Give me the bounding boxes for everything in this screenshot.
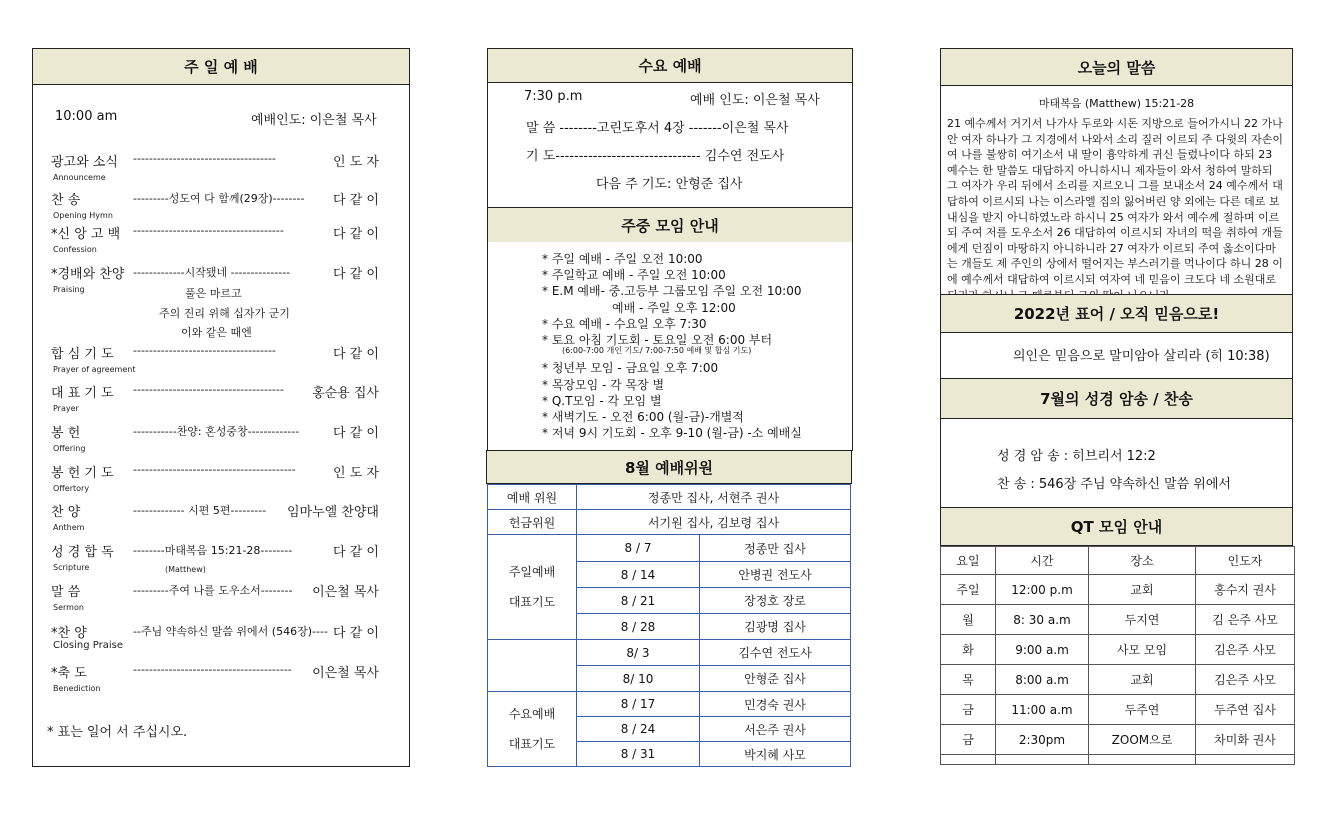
wednesday-prayer-label — [488, 692, 577, 767]
weekly-meeting-item: 예배 - 주일 오후 12:00 — [612, 300, 736, 315]
order-item-detail: ------------------------------------ — [133, 152, 276, 165]
order-item-title: 성 경 합 독 — [51, 545, 114, 560]
order-item-english: Praising — [53, 285, 85, 294]
standing-note: * 표는 일어 서 주십시오. — [47, 725, 188, 740]
wednesday-prayer-label-2: 대표기도 — [508, 737, 556, 751]
qt-title: QT 모임 안내 — [940, 507, 1293, 546]
order-item-english: Offering — [53, 444, 86, 453]
weekly-meeting-item: (6:00-7:00 개인 기도/ 7:00-7:50 예배 및 합심 기도) — [562, 346, 752, 356]
table-cell-name: 서은주 권사 — [700, 717, 851, 742]
qt-row — [941, 665, 1295, 695]
weekly-meeting-item: * 청년부 모임 - 금요일 오후 7:00 — [542, 361, 719, 376]
order-item-title: 말 씀 — [51, 585, 81, 600]
scripture-reference: 마태복음 (Matthew) 15:21-28 — [1038, 97, 1195, 110]
qt-header-leader: 인도자 — [1196, 547, 1295, 575]
sunday-worship-panel — [32, 48, 410, 767]
weekly-meetings-panel — [487, 207, 853, 451]
weekly-meeting-item: * 주일 예배 - 주일 오전 10:00 — [542, 252, 703, 266]
order-item-detail: --------마태복음 15:21-28-------- — [133, 544, 293, 557]
sunday-prayer-label-2: 대표기도 — [508, 595, 556, 609]
table-cell-name: 박지혜 사모 — [700, 742, 851, 767]
qt-row — [941, 605, 1295, 635]
motto-text: 의인은 믿음으로 말미암아 살리라 (히 10:38) — [1013, 349, 1270, 364]
august-staff-table — [487, 484, 851, 767]
qt-row — [941, 635, 1295, 665]
table-cell-date: 8 / 28 — [577, 614, 700, 640]
qt-cell: 두지연 — [1089, 605, 1196, 635]
qt-row — [941, 695, 1295, 725]
order-item-title: 찬 송 — [51, 193, 81, 208]
qt-cell: 김 은주 사모 — [1196, 605, 1295, 635]
order-item-detail: -------------------------------------- — [133, 383, 284, 396]
sunday-worship-title: 주 일 예 배 — [33, 49, 409, 85]
table-cell-name: 안병권 전도사 — [700, 562, 851, 588]
table-cell-date: 8 / 7 — [577, 535, 700, 562]
order-item-detail: -----------찬양: 혼성중창------------- — [133, 425, 300, 438]
order-item-person: 다 같 이 — [333, 347, 379, 362]
table-cell-name: 정종만 집사 — [700, 535, 851, 562]
memory-panel — [940, 378, 1293, 508]
table-cell-name: 김광명 집사 — [700, 614, 851, 640]
offering-label: 헌금위원 — [488, 510, 577, 535]
qt-table — [940, 546, 1295, 765]
qt-cell — [1089, 755, 1196, 765]
order-item-detail: ---------------------------------------- — [133, 663, 292, 676]
order-item-title: 찬 양 — [51, 505, 81, 520]
order-item-title: *경배와 찬양 — [51, 267, 125, 282]
order-item-person: 인 도 자 — [333, 155, 379, 170]
order-item-person: 임마누엘 찬양대 — [286, 505, 379, 520]
order-item-english: Scripture — [53, 563, 90, 572]
wednesday-leader: 예배 인도: 이은철 목사 — [690, 93, 820, 108]
weekly-meeting-item: * 저녁 9시 기도회 - 오후 9-10 (월-금) -소 예배실 — [542, 426, 802, 441]
table-cell-date: 8 / 14 — [577, 562, 700, 588]
qt-cell: 목 — [941, 665, 996, 695]
qt-cell: 11:00 a.m — [996, 695, 1089, 725]
todays-word-title: 오늘의 말씀 — [941, 49, 1292, 86]
table-cell-name: 안형준 집사 — [700, 666, 851, 692]
qt-cell: 두주연 — [1089, 695, 1196, 725]
wednesday-sermon: 말 씀 --------고린도후서 4장 -------이은철 목사 — [526, 121, 789, 136]
sunday-prayer-label-1: 주일예배 — [508, 565, 556, 579]
order-item-person: 다 같 이 — [333, 267, 379, 282]
todays-word-panel — [940, 48, 1293, 296]
weekly-meeting-item: * Q.T모임 - 각 모임 별 — [542, 393, 662, 408]
qt-header-day: 요일 — [941, 547, 996, 575]
wednesday-prayer: 기 도------------------------------- 김수연 전도사 — [526, 149, 785, 164]
table-cell-date: 8 / 31 — [577, 742, 700, 767]
weekly-meeting-item: * 수요 예배 - 수요일 오후 7:30 — [542, 316, 707, 331]
order-item-person: 다 같 이 — [333, 426, 379, 441]
scripture-text: 21 예수께서 거기서 나가사 두로와 시돈 지방으로 들어가시니 22 가나안 여자 하나가 그 지경에서 나와서 소리 질러 이르되 주 다윗의 자손이여 나를 불쌍히 여기소서 내 딸이 흉악하게 귀신 들렸나이다 하되 23 예수는 한 말씀도 대답하지 아니하시니 제자들이 와서 청하여 말하되 그 여자가 우리 뒤에서 소리를 지르오니 그를 보내소서 24 예수께서 대답하여 이르시되 나는 이스라엘 집의 잃어버린 양 외에는 다른 데로 보내심을 받지 아니하였노라 하시니 25 여자가 와서 예수께 절하며 이르되 주여 저를 도우소서 26 대답하여 이르시되 자녀의 떡을 취하여 개들에게 던짐이 마땅하지 아니하니라 27 여자가 이르되 주여 옳소이다마는 개들도 제 주인의 상에서 떨어지는 부스러기를 먹나이다 하니 28 이에 예수께서 대답하여 이르시되 여자여 네 믿음이 크도다 네 소원대로 — [947, 117, 1283, 286]
order-item-title: 합 심 기 도 — [51, 347, 114, 362]
august-staff-title: 8월 예배위원 — [486, 450, 852, 484]
order-item-person: 다 같 이 — [333, 227, 379, 242]
qt-cell — [941, 755, 996, 765]
weekly-meeting-item: * 토요 아침 기도회 - 토요일 오전 6:00 부터 — [542, 333, 773, 347]
order-item-english: Prayer — [53, 404, 79, 413]
qt-header-time: 시간 — [996, 547, 1089, 575]
order-item-detail: ---------성도여 다 함께(29장)-------- — [133, 192, 305, 205]
order-item-detail: --주님 약속하신 말씀 위에서 (546장)---- — [133, 625, 328, 638]
order-item-english: Anthem — [53, 523, 85, 532]
qt-row — [941, 575, 1295, 605]
order-item-detail: ------------------------------------ — [133, 344, 276, 357]
qt-cell: 월 — [941, 605, 996, 635]
order-item-detail: ------------- 시편 5편--------- — [133, 504, 267, 517]
order-item-english: Closing Praise — [53, 640, 123, 651]
order-item-english: Benediction — [53, 684, 101, 693]
weekly-meeting-item: * E.M 예배- 중.고등부 그룹모임 주일 오전 10:00 — [542, 284, 802, 299]
order-item-detail: -------------------------------------- — [133, 224, 284, 237]
praise-song-2: 주의 진리 위해 십자가 군기 — [159, 307, 290, 320]
motto-panel — [940, 294, 1293, 379]
order-item-person: 인 도 자 — [333, 466, 379, 481]
wednesday-worship-title: 수요 예배 — [488, 49, 852, 83]
qt-cell: 사모 모임 — [1089, 635, 1196, 665]
memory-verse: 성 경 암 송 : 히브리서 12:2 — [997, 449, 1156, 464]
weekly-meeting-item: * 주일학교 예배 - 주일 오전 10:00 — [542, 268, 726, 283]
qt-row — [941, 725, 1295, 755]
table-cell-date: 8 / 17 — [577, 692, 700, 717]
qt-cell: 금 — [941, 695, 996, 725]
order-item-english: Sermon — [53, 603, 84, 612]
weekly-meeting-item: * 목장모임 - 각 목장 별 — [542, 377, 665, 392]
qt-cell: 금 — [941, 725, 996, 755]
order-item-person: 이은철 목사 — [312, 666, 379, 681]
order-item-detail: ----------------------------------------- — [133, 463, 296, 476]
qt-cell: 주일 — [941, 575, 996, 605]
qt-cell: 12:00 p.m — [996, 575, 1089, 605]
order-item-english: Announceme — [53, 173, 106, 182]
qt-cell: 8:00 a.m — [996, 665, 1089, 695]
wednesday-time: 7:30 p.m — [524, 89, 583, 104]
motto-title: 2022년 표어 / 오직 믿음으로! — [941, 295, 1292, 333]
memory-hymn: 찬 송 : 546장 주님 약속하신 말씀 위에서 — [997, 477, 1231, 492]
table-cell-date: 8/ 3 — [577, 640, 700, 666]
qt-cell: 김은주 사모 — [1196, 665, 1295, 695]
qt-cell: 홍수지 권사 — [1196, 575, 1295, 605]
qt-cell: 화 — [941, 635, 996, 665]
weekly-meetings-title: 주중 모임 안내 — [488, 208, 852, 242]
sunday-leader: 예배인도: 이은철 목사 — [251, 113, 377, 128]
blank-label-cell — [488, 640, 577, 692]
qt-cell — [996, 755, 1089, 765]
wednesday-next-prayer: 다음 주 기도: 안형준 집사 — [596, 177, 743, 192]
table-cell-name: 민경숙 권사 — [700, 692, 851, 717]
praise-song-1: 풀은 마르고 — [185, 287, 242, 300]
order-item-english: Prayer of agreement — [53, 365, 136, 374]
order-item-person: 다 같 이 — [333, 545, 379, 560]
offering-members: 서기원 집사, 김보령 집사 — [577, 510, 851, 535]
worship-label: 예배 위원 — [488, 485, 577, 510]
table-cell-date: 8/ 10 — [577, 666, 700, 692]
order-item-detail: -------------시작됐네 --------------- — [133, 266, 291, 279]
order-item-person: 이은철 목사 — [312, 585, 379, 600]
order-item-title: 광고와 소식 — [51, 155, 118, 170]
qt-cell: 김은주 사모 — [1196, 635, 1295, 665]
qt-cell: 8: 30 a.m — [996, 605, 1089, 635]
praise-song-3: 이와 같은 때엔 — [181, 326, 252, 339]
table-cell-date: 8 / 21 — [577, 588, 700, 614]
qt-cell: ZOOM으로 — [1089, 725, 1196, 755]
qt-cell: 9:00 a.m — [996, 635, 1089, 665]
order-item-person: 다 같 이 — [333, 626, 379, 641]
wednesday-prayer-label-1: 수요예배 — [508, 707, 556, 721]
order-item-english: Confession — [53, 245, 97, 254]
qt-row — [941, 755, 1295, 765]
table-cell-name: 장정호 장로 — [700, 588, 851, 614]
qt-cell: 교회 — [1089, 575, 1196, 605]
order-item-person: 다 같 이 — [333, 193, 379, 208]
qt-cell: 2:30pm — [996, 725, 1089, 755]
order-item-title: *축 도 — [51, 666, 87, 681]
sunday-time: 10:00 am — [55, 109, 118, 124]
order-item-title: 봉 헌 기 도 — [51, 466, 114, 481]
qt-cell: 두주연 집사 — [1196, 695, 1295, 725]
wednesday-worship-panel — [487, 48, 853, 208]
memory-title: 7월의 성경 암송 / 찬송 — [941, 379, 1292, 419]
qt-header-place: 장소 — [1089, 547, 1196, 575]
table-cell-name: 김수연 전도사 — [700, 640, 851, 666]
weekly-meeting-item: * 새벽기도 - 오전 6:00 (월-금)-개별적 — [542, 410, 744, 424]
order-item-title: 대 표 기 도 — [51, 386, 114, 401]
qt-cell: 교회 — [1089, 665, 1196, 695]
order-item-english: Offertory — [53, 484, 90, 493]
order-item-title: *신 앙 고 백 — [51, 227, 121, 242]
order-item-person: 홍순용 집사 — [312, 386, 379, 401]
table-cell-date: 8 / 24 — [577, 717, 700, 742]
order-item-title: 봉 헌 — [51, 426, 81, 441]
qt-cell — [1196, 755, 1295, 765]
sunday-prayer-label — [488, 535, 577, 640]
qt-cell: 차미화 권사 — [1196, 725, 1295, 755]
order-item-english: Opening Hymn — [53, 211, 113, 220]
order-item-detail: ---------주여 나를 도우소서-------- — [133, 584, 293, 597]
scripture-en: (Matthew) — [165, 565, 206, 574]
order-item-title: *찬 양 — [51, 626, 87, 641]
worship-members: 정종만 집사, 서현주 권사 — [577, 485, 851, 510]
